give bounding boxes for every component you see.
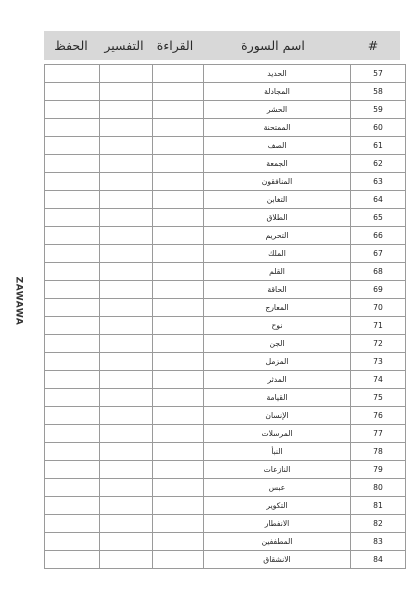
memorization-check-cell[interactable] <box>45 155 100 173</box>
table-row <box>45 551 406 569</box>
tafsir-check-cell[interactable] <box>100 191 153 209</box>
surah-number-cell: 65 <box>351 209 406 227</box>
reading-check-cell[interactable] <box>153 245 204 263</box>
table-row <box>45 335 406 353</box>
tafsir-check-cell[interactable] <box>100 173 153 191</box>
surah-number-cell: 67 <box>351 245 406 263</box>
memorization-check-cell[interactable] <box>45 497 100 515</box>
tafsir-check-cell[interactable] <box>100 371 153 389</box>
header-memorization: الحفظ <box>54 38 88 53</box>
tafsir-check-cell[interactable] <box>100 227 153 245</box>
reading-check-cell[interactable] <box>153 443 204 461</box>
tafsir-check-cell[interactable] <box>100 461 153 479</box>
surah-name-cell: الجن <box>204 335 351 353</box>
table-row <box>45 65 406 83</box>
surah-number-cell: 75 <box>351 389 406 407</box>
surah-number-cell: 60 <box>351 119 406 137</box>
surah-number-cell: 82 <box>351 515 406 533</box>
reading-check-cell[interactable] <box>153 533 204 551</box>
tafsir-check-cell[interactable] <box>100 101 153 119</box>
tafsir-check-cell[interactable] <box>100 497 153 515</box>
table-row <box>45 155 406 173</box>
table-row <box>45 479 406 497</box>
surah-name-cell: الانشقاق <box>204 551 351 569</box>
memorization-check-cell[interactable] <box>45 461 100 479</box>
surah-number-cell: 57 <box>351 65 406 83</box>
surah-number-cell: 69 <box>351 281 406 299</box>
table-row <box>45 245 406 263</box>
table-row <box>45 407 406 425</box>
reading-check-cell[interactable] <box>153 155 204 173</box>
reading-check-cell[interactable] <box>153 551 204 569</box>
reading-check-cell[interactable] <box>153 119 204 137</box>
surah-name-cell: التغابن <box>204 191 351 209</box>
reading-check-cell[interactable] <box>153 191 204 209</box>
surah-name-cell: النبأ <box>204 443 351 461</box>
table-row <box>45 497 406 515</box>
surah-name-cell: الجمعة <box>204 155 351 173</box>
memorization-check-cell[interactable] <box>45 407 100 425</box>
table-row <box>45 443 406 461</box>
surah-number-cell: 63 <box>351 173 406 191</box>
table-header <box>44 31 400 60</box>
surah-name-cell: الطلاق <box>204 209 351 227</box>
memorization-check-cell[interactable] <box>45 281 100 299</box>
reading-check-cell[interactable] <box>153 461 204 479</box>
reading-check-cell[interactable] <box>153 263 204 281</box>
reading-check-cell[interactable] <box>153 515 204 533</box>
surah-number-cell: 70 <box>351 299 406 317</box>
reading-check-cell[interactable] <box>153 101 204 119</box>
header-number: # <box>367 38 379 53</box>
surah-number-cell: 77 <box>351 425 406 443</box>
memorization-check-cell[interactable] <box>45 137 100 155</box>
memorization-check-cell[interactable] <box>45 83 100 101</box>
memorization-check-cell[interactable] <box>45 425 100 443</box>
surah-tracker-table <box>44 64 406 569</box>
reading-check-cell[interactable] <box>153 479 204 497</box>
tafsir-check-cell[interactable] <box>100 119 153 137</box>
tafsir-check-cell[interactable] <box>100 479 153 497</box>
memorization-check-cell[interactable] <box>45 299 100 317</box>
tafsir-check-cell[interactable] <box>100 299 153 317</box>
memorization-check-cell[interactable] <box>45 173 100 191</box>
tafsir-check-cell[interactable] <box>100 353 153 371</box>
surah-number-cell: 66 <box>351 227 406 245</box>
tafsir-check-cell[interactable] <box>100 155 153 173</box>
tafsir-check-cell[interactable] <box>100 263 153 281</box>
table-row <box>45 389 406 407</box>
surah-name-cell: الممتحنة <box>204 119 351 137</box>
memorization-check-cell[interactable] <box>45 371 100 389</box>
surah-number-cell: 74 <box>351 371 406 389</box>
table-row <box>45 83 406 101</box>
surah-name-cell: المرسلات <box>204 425 351 443</box>
table-row <box>45 317 406 335</box>
surah-name-cell: الحديد <box>204 65 351 83</box>
tafsir-check-cell[interactable] <box>100 209 153 227</box>
tafsir-check-cell[interactable] <box>100 65 153 83</box>
surah-name-cell: الحاقة <box>204 281 351 299</box>
surah-number-cell: 80 <box>351 479 406 497</box>
surah-name-cell: القيامة <box>204 389 351 407</box>
tafsir-check-cell[interactable] <box>100 443 153 461</box>
tafsir-check-cell[interactable] <box>100 389 153 407</box>
surah-name-cell: المجادلة <box>204 83 351 101</box>
table-body <box>45 65 406 569</box>
surah-name-cell: المزمل <box>204 353 351 371</box>
surah-number-cell: 68 <box>351 263 406 281</box>
memorization-check-cell[interactable] <box>45 119 100 137</box>
surah-name-cell: المدثر <box>204 371 351 389</box>
table-row <box>45 461 406 479</box>
tafsir-check-cell[interactable] <box>100 317 153 335</box>
tafsir-check-cell[interactable] <box>100 137 153 155</box>
header-tafsir: التفسير <box>104 38 144 53</box>
table-row <box>45 281 406 299</box>
surah-name-cell: الحشر <box>204 101 351 119</box>
reading-check-cell[interactable] <box>153 65 204 83</box>
tafsir-check-cell[interactable] <box>100 407 153 425</box>
memorization-check-cell[interactable] <box>45 551 100 569</box>
brand-logo <box>12 266 26 336</box>
surah-number-cell: 73 <box>351 353 406 371</box>
reading-check-cell[interactable] <box>153 173 204 191</box>
memorization-check-cell[interactable] <box>45 263 100 281</box>
reading-check-cell[interactable] <box>153 281 204 299</box>
surah-number-cell: 61 <box>351 137 406 155</box>
table-row <box>45 101 406 119</box>
table-row <box>45 227 406 245</box>
table-row <box>45 425 406 443</box>
memorization-check-cell[interactable] <box>45 389 100 407</box>
reading-check-cell[interactable] <box>153 425 204 443</box>
surah-name-cell: القلم <box>204 263 351 281</box>
brand-wordmark: ZAWAWA <box>13 276 24 326</box>
reading-check-cell[interactable] <box>153 137 204 155</box>
memorization-check-cell[interactable] <box>45 227 100 245</box>
reading-check-cell[interactable] <box>153 353 204 371</box>
surah-name-cell: الإنسان <box>204 407 351 425</box>
tafsir-check-cell[interactable] <box>100 83 153 101</box>
surah-number-cell: 64 <box>351 191 406 209</box>
table-row <box>45 119 406 137</box>
memorization-check-cell[interactable] <box>45 65 100 83</box>
tafsir-check-cell[interactable] <box>100 551 153 569</box>
surah-number-cell: 58 <box>351 83 406 101</box>
reading-check-cell[interactable] <box>153 299 204 317</box>
surah-number-cell: 59 <box>351 101 406 119</box>
tafsir-check-cell[interactable] <box>100 533 153 551</box>
table-row <box>45 299 406 317</box>
memorization-check-cell[interactable] <box>45 245 100 263</box>
surah-name-cell: المنافقون <box>204 173 351 191</box>
table-row <box>45 209 406 227</box>
reading-check-cell[interactable] <box>153 335 204 353</box>
tafsir-check-cell[interactable] <box>100 515 153 533</box>
surah-number-cell: 79 <box>351 461 406 479</box>
surah-number-cell: 76 <box>351 407 406 425</box>
reading-check-cell[interactable] <box>153 371 204 389</box>
table-row <box>45 263 406 281</box>
tafsir-check-cell[interactable] <box>100 335 153 353</box>
table-row <box>45 137 406 155</box>
reading-check-cell[interactable] <box>153 83 204 101</box>
surah-name-cell: التحريم <box>204 227 351 245</box>
surah-number-cell: 84 <box>351 551 406 569</box>
tafsir-check-cell[interactable] <box>100 245 153 263</box>
surah-name-cell: عبس <box>204 479 351 497</box>
surah-number-cell: 62 <box>351 155 406 173</box>
memorization-check-cell[interactable] <box>45 209 100 227</box>
memorization-check-cell[interactable] <box>45 101 100 119</box>
table-row <box>45 173 406 191</box>
memorization-check-cell[interactable] <box>45 317 100 335</box>
memorization-check-cell[interactable] <box>45 479 100 497</box>
memorization-check-cell[interactable] <box>45 533 100 551</box>
memorization-check-cell[interactable] <box>45 191 100 209</box>
surah-name-cell: المطففين <box>204 533 351 551</box>
surah-number-cell: 71 <box>351 317 406 335</box>
table-row <box>45 191 406 209</box>
reading-check-cell[interactable] <box>153 407 204 425</box>
surah-name-cell: الصف <box>204 137 351 155</box>
surah-number-cell: 81 <box>351 497 406 515</box>
reading-check-cell[interactable] <box>153 227 204 245</box>
table-row <box>45 533 406 551</box>
surah-name-cell: الانفطار <box>204 515 351 533</box>
table-row <box>45 371 406 389</box>
reading-check-cell[interactable] <box>153 317 204 335</box>
surah-number-cell: 72 <box>351 335 406 353</box>
reading-check-cell[interactable] <box>153 497 204 515</box>
header-surah-name: اسم السورة <box>241 38 305 53</box>
memorization-check-cell[interactable] <box>45 353 100 371</box>
tafsir-check-cell[interactable] <box>100 281 153 299</box>
reading-check-cell[interactable] <box>153 389 204 407</box>
surah-number-cell: 83 <box>351 533 406 551</box>
table-row <box>45 515 406 533</box>
surah-number-cell: 78 <box>351 443 406 461</box>
memorization-check-cell[interactable] <box>45 515 100 533</box>
reading-check-cell[interactable] <box>153 209 204 227</box>
surah-name-cell: المعارج <box>204 299 351 317</box>
surah-name-cell: نوح <box>204 317 351 335</box>
memorization-check-cell[interactable] <box>45 443 100 461</box>
header-reading: القراءة <box>156 38 194 53</box>
surah-name-cell: الملك <box>204 245 351 263</box>
memorization-check-cell[interactable] <box>45 335 100 353</box>
surah-name-cell: النازعات <box>204 461 351 479</box>
table-row <box>45 353 406 371</box>
surah-name-cell: التكوير <box>204 497 351 515</box>
tafsir-check-cell[interactable] <box>100 425 153 443</box>
